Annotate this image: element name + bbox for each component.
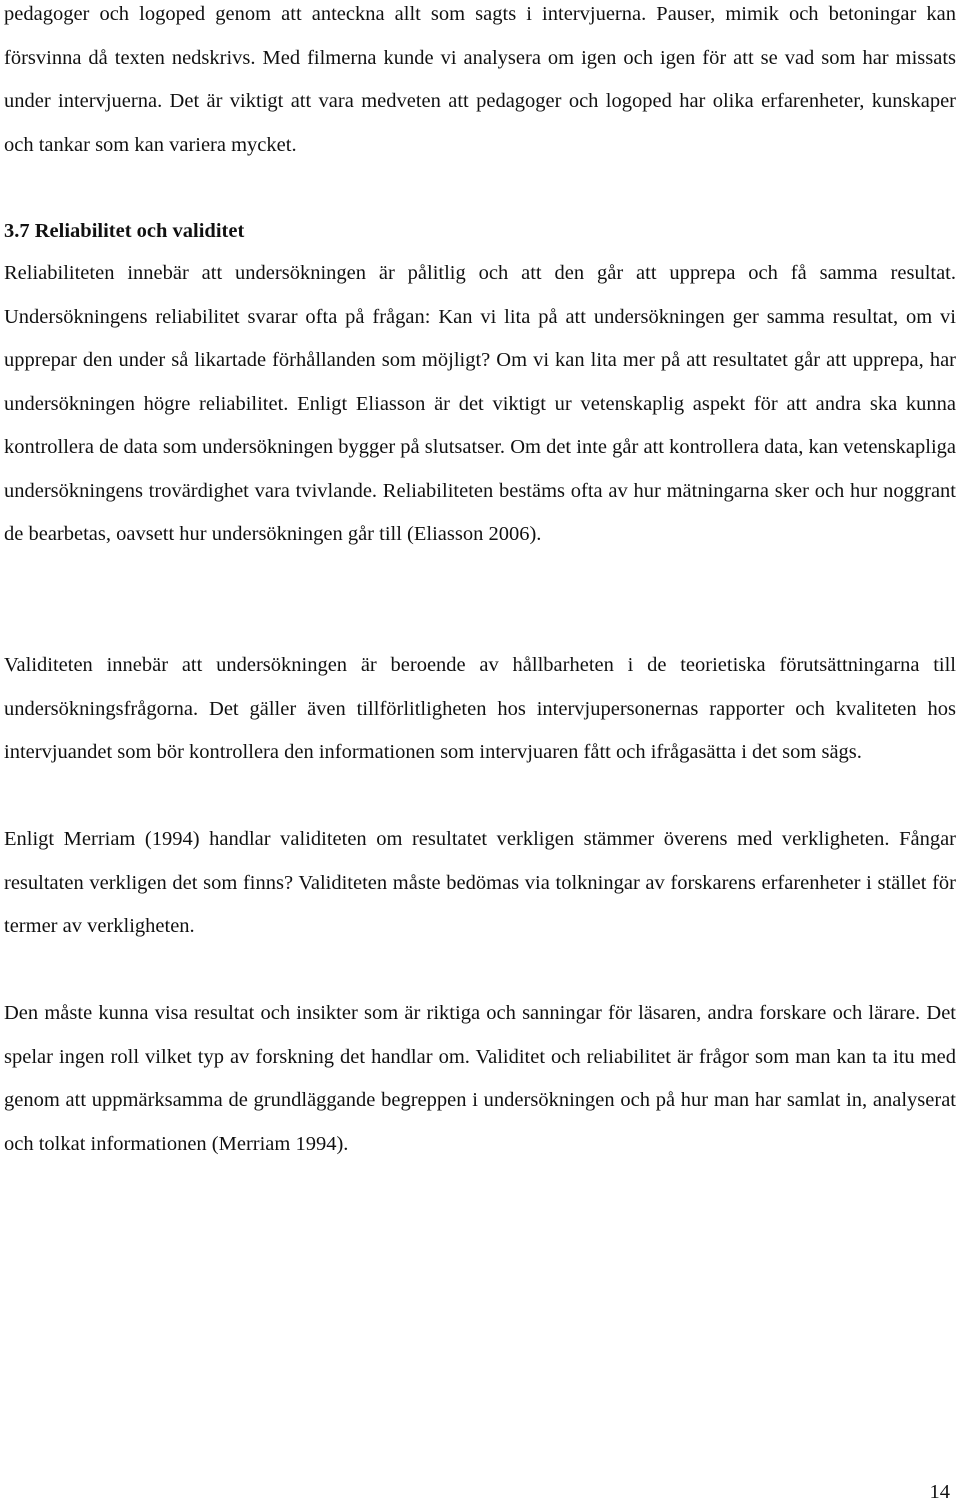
paragraph-reliability: Reliabiliteten innebär att undersökningen är pålitlig och att den går att upprepa och få samma resultat. Undersökningens reliabilitet svarar ofta på frågan: Kan vi lita på att undersökningen ger samma resultat, om vi upprepar den under så likartade förhållanden som möjligt? Om vi kan lita mer på att resultatet går att upprepa, har undersökningen högre reliabilitet. Enligt Eliasson är det viktigt ur vetenskaplig aspekt för att andra ska kunna kontrollera de data som undersökningen bygger på slutsatser. Om det inte går att kontrollera data, kan vetenskapliga undersökningens trovärdighet vara tvivlande. Reliabiliteten bestäms ofta av hur mätningarna sker och hur noggrant de bearbetas, oavsett hur undersökningen går till (Eliasson 2006). (4, 262, 956, 545)
section-heading: 3.7 Reliabilitet och validitet (4, 220, 245, 242)
paragraph-conclusion: Den måste kunna visa resultat och insikter som är riktiga och sanningar för läsaren, andra forskare och lärare. Det spelar ingen roll vilket typ av forskning det handlar om. Validitet och reliabilitet är frågor som man kan ta itu med genom att uppmärksamma de grundläggande begreppen i undersökningen och på hur man har samlat in, analyserat och tolkat informationen (Merriam 1994). (4, 1002, 956, 1155)
paragraph-validity: Validiteten innebär att undersökningen är beroende av hållbarheten i de teorietiska förutsättningarna till undersökningsfrågorna. Det gäller även tillförlitligheten hos intervjupersonernas rapporter och kvaliteten hos intervjuandet som bör kontrollera den informationen som intervjuaren fått och ifrågasätta i det som sägs. (4, 654, 956, 763)
paragraph-merriam: Enligt Merriam (1994) handlar validiteten om resultatet verkligen stämmer överens med verkligheten. Fångar resultaten verkligen det som finns? Validiteten måste bedömas via tolkningar av forskarens erfarenheter i stället för termer av verkligheten. (4, 828, 956, 937)
paragraph-intro: pedagoger och logoped genom att anteckna allt som sagts i intervjuerna. Pauser, mimik och betoningar kan försvinna då texten nedskrivs. Med filmerna kunde vi analysera om igen och igen för att se vad som har missats under intervjuerna. Det är viktigt att vara medveten att pedagoger och logoped har olika erfarenheter, kunskaper och tankar som kan variera mycket. (4, 3, 956, 156)
page-number: 14 (929, 1481, 950, 1503)
